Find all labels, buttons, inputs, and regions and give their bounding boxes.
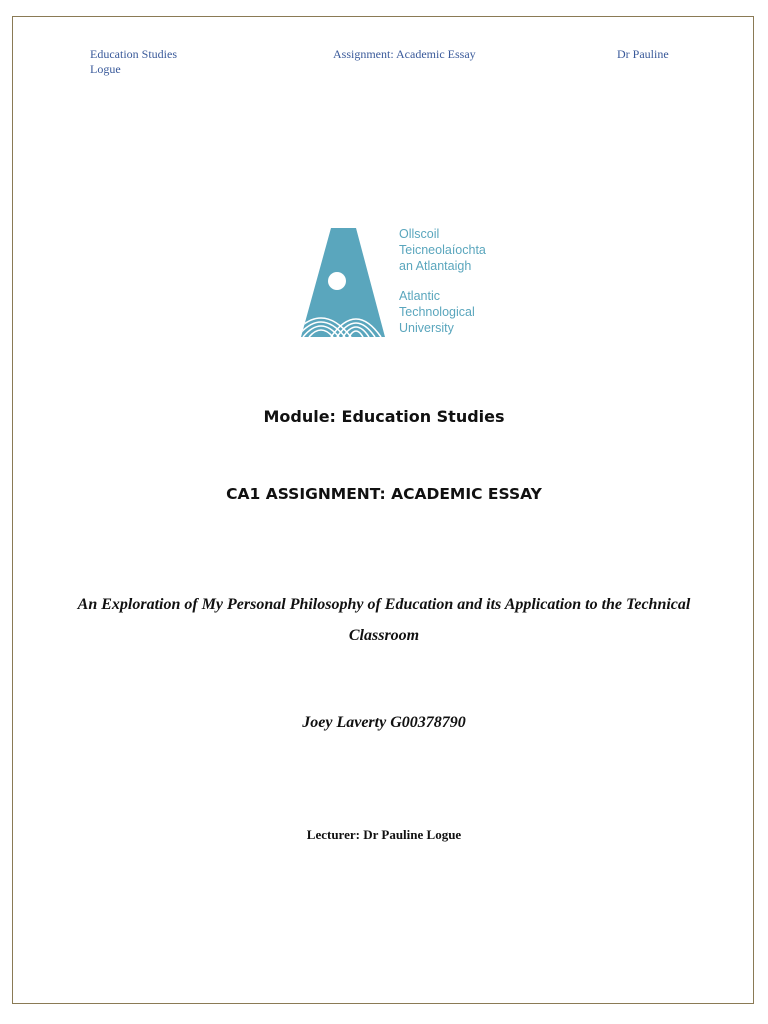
logo-english-line-1: Atlantic [399, 289, 440, 303]
header-module: Education Studies [90, 47, 177, 61]
logo-irish-line-2: Teicneolaíochta [399, 243, 486, 257]
module-heading: Module: Education Studies [263, 407, 505, 426]
header-assignment: Assignment: Academic Essay [333, 47, 476, 61]
document-page [12, 16, 754, 1004]
essay-title: An Exploration of My Personal Philosophy of Education and its Application to the Technical Classroom [77, 596, 691, 644]
logo-english-line-3: University [399, 321, 454, 335]
header-lecturer: Dr Pauline [617, 47, 669, 61]
header-lecturer-wrap: Logue [90, 62, 121, 76]
logo-irish-line-3: an Atlantaigh [399, 259, 472, 273]
logo-irish-line-1: Ollscoil [399, 227, 440, 241]
assignment-heading: CA1 ASSIGNMENT: ACADEMIC ESSAY [226, 485, 542, 503]
logo-wordmark [399, 226, 486, 336]
author-name: Joey Laverty G00378790 [302, 714, 466, 731]
logo-english-line-2: Technological [399, 305, 475, 319]
university-logo [271, 204, 497, 348]
lecturer-name: Lecturer: Dr Pauline Logue [306, 827, 462, 842]
